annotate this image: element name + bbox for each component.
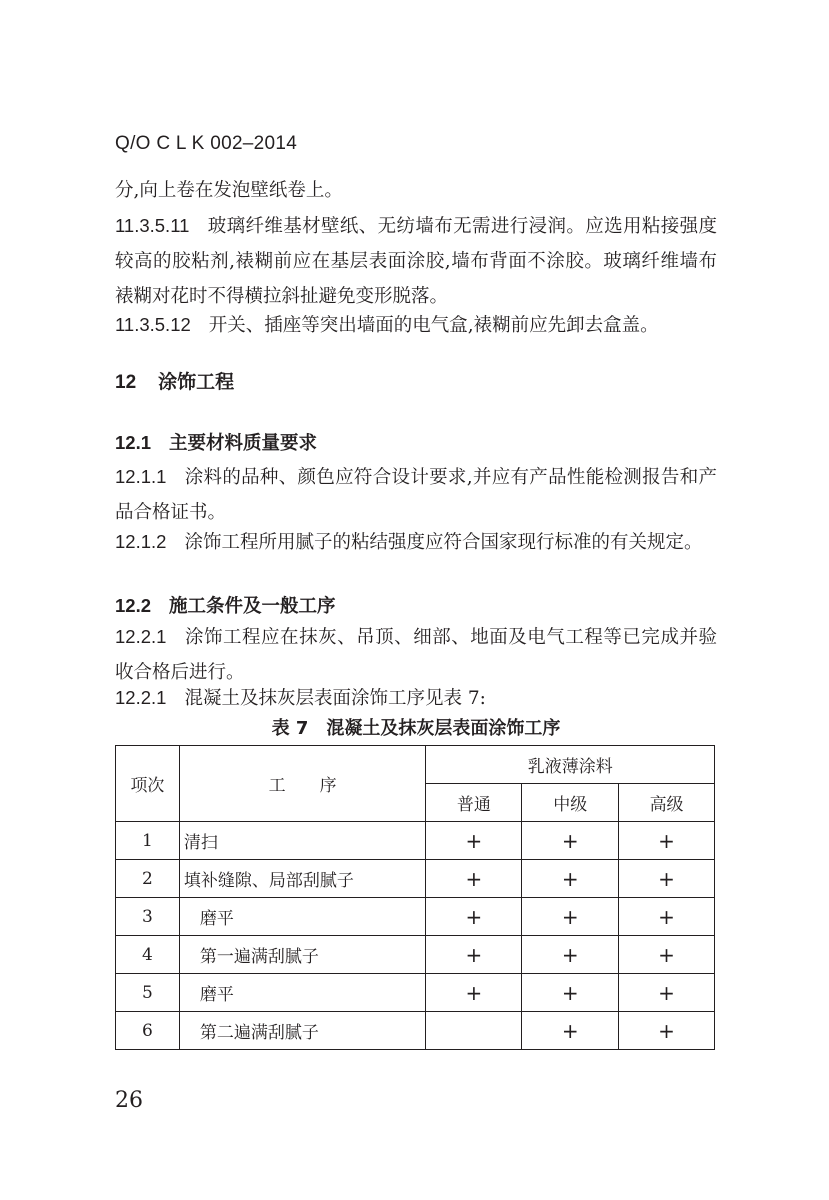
clause-12-2-1-b [115, 680, 717, 716]
row-process: 清扫 [179, 822, 426, 860]
clause-11-3-5-12 [115, 307, 717, 343]
header-intermediate: 中级 [522, 784, 619, 822]
row-advanced-mark: + [619, 860, 715, 898]
row-process: 第一遍满刮腻子 [179, 936, 426, 974]
clause-number: 12.2.1 [115, 687, 167, 708]
row-intermediate-mark: + [522, 860, 619, 898]
table-row [116, 974, 715, 1012]
header-item-no: 项次 [116, 746, 180, 822]
row-advanced-mark: + [619, 822, 715, 860]
table-caption: 表 7 混凝土及抹灰层表面涂饰工序 [271, 718, 561, 739]
clause-number: 11.3.5.11 [115, 215, 190, 236]
process-table [115, 745, 715, 1050]
row-number: 5 [116, 974, 180, 1012]
page-number: 26 [115, 1088, 143, 1113]
row-ordinary-mark: + [426, 936, 522, 974]
header-ordinary: 普通 [426, 784, 522, 822]
row-ordinary-mark: + [426, 974, 522, 1012]
clause-number: 12.1.2 [115, 531, 167, 552]
row-number: 2 [116, 860, 180, 898]
row-process: 第二遍满刮腻子 [179, 1012, 426, 1050]
clause-text: 玻璃纤维基材壁纸、无纺墙布无需进行浸润。应选用粘接强度较高的胶粘剂,裱糊前应在基层表面涂胶,墙布背面不涂胶。玻璃纤维墙布裱糊对花时不得横拉斜扯避免变形脱落。 [115, 216, 717, 307]
clause-text: 混凝土及抹灰层表面涂饰工序见表 7: [184, 688, 486, 709]
row-process: 磨平 [179, 974, 426, 1012]
row-intermediate-mark: + [522, 1012, 619, 1050]
row-advanced-mark: + [619, 898, 715, 936]
row-intermediate-mark: + [522, 974, 619, 1012]
table-row [116, 1012, 715, 1050]
row-ordinary-mark: + [426, 898, 522, 936]
table-row [116, 822, 715, 860]
section-number: 12.2 [115, 595, 152, 616]
row-intermediate-mark: + [522, 898, 619, 936]
row-intermediate-mark: + [522, 936, 619, 974]
clause-12-1-2 [115, 524, 717, 560]
chapter-title: 涂饰工程 [158, 371, 235, 393]
chapter-heading [115, 367, 234, 394]
row-number: 6 [116, 1012, 180, 1050]
standard-code-header: Q/O C L K 002–2014 [115, 133, 298, 154]
row-number: 3 [116, 898, 180, 936]
section-number: 12.1 [115, 432, 152, 453]
clause-number: 12.1.1 [115, 466, 167, 487]
section-heading-12-1 [115, 425, 717, 461]
header-process: 工 序 [179, 746, 426, 822]
row-advanced-mark: + [619, 1012, 715, 1050]
clause-text: 涂料的品种、颜色应符合设计要求,并应有产品性能检测报告和产品合格证书。 [115, 467, 717, 523]
clause-12-1-1 [115, 459, 717, 530]
header-latex-coating: 乳液薄涂料 [426, 746, 715, 784]
row-advanced-mark: + [619, 936, 715, 974]
clause-number: 11.3.5.12 [115, 314, 191, 335]
table-row [116, 860, 715, 898]
clause-text: 涂饰工程所用腻子的粘结强度应符合国家现行标准的有关规定。 [184, 532, 703, 553]
clause-number: 12.2.1 [115, 626, 167, 647]
chapter-number: 12 [115, 372, 137, 393]
table-row [116, 936, 715, 974]
section-title: 主要材料质量要求 [169, 433, 318, 454]
section-title: 施工条件及一般工序 [169, 596, 336, 617]
row-number: 4 [116, 936, 180, 974]
table-row [116, 898, 715, 936]
row-process: 磨平 [179, 898, 426, 936]
row-process: 填补缝隙、局部刮腻子 [179, 860, 426, 898]
clause-11-3-5-11 [115, 208, 717, 314]
row-intermediate-mark: + [522, 822, 619, 860]
header-advanced: 高级 [619, 784, 715, 822]
row-advanced-mark: + [619, 974, 715, 1012]
clause-text: 涂饰工程应在抹灰、吊顶、细部、地面及电气工程等已完成并验收合格后进行。 [115, 627, 717, 683]
row-ordinary-mark: + [426, 822, 522, 860]
paragraph-text: 分,向上卷在发泡壁纸卷上。 [115, 180, 343, 201]
row-ordinary-mark [426, 1012, 522, 1050]
clause-text: 开关、插座等突出墙面的电气盒,裱糊前应先卸去盒盖。 [208, 315, 659, 336]
paragraph-continuation [115, 173, 717, 208]
row-ordinary-mark: + [426, 860, 522, 898]
row-number: 1 [116, 822, 180, 860]
